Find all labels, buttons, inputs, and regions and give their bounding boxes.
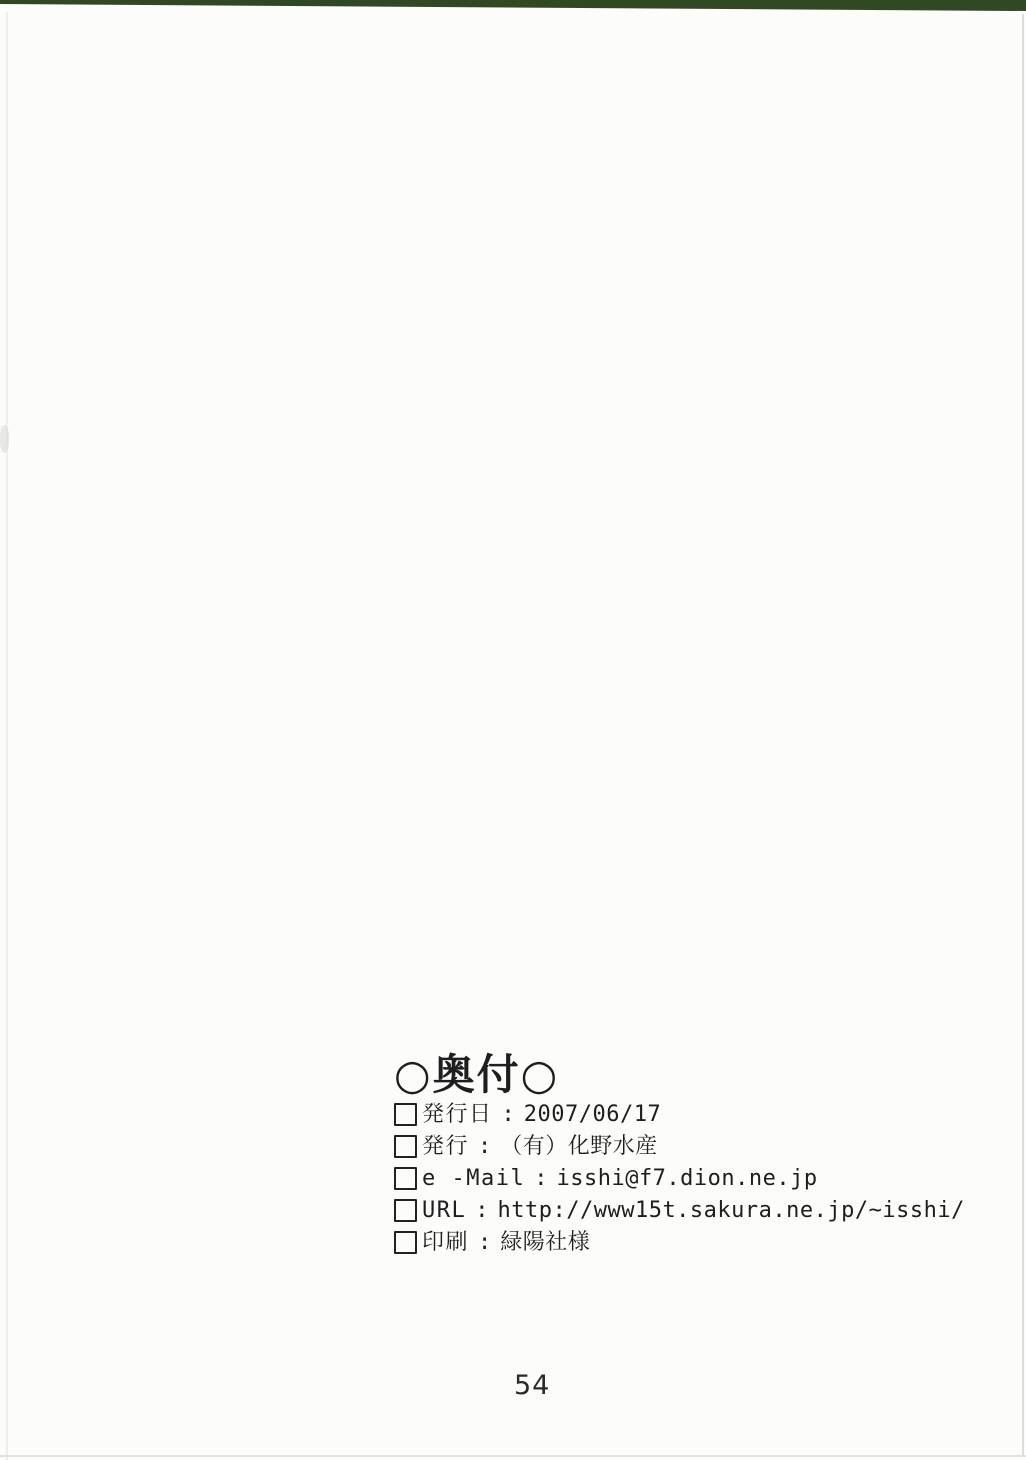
row-value: 2007/06/17 [523, 1102, 662, 1127]
row-value-email-address: isshi@f7.dion.ne.jp [556, 1166, 818, 1191]
checkbox-icon [394, 1135, 417, 1158]
row-label: 発行日 [422, 1102, 493, 1127]
scan-left-edge-smudge [0, 425, 9, 453]
row-label: 発行 [422, 1134, 470, 1159]
colophon-row-printer [394, 1231, 965, 1254]
row-separator: : [475, 1198, 489, 1223]
scan-top-edge-bar [0, 0, 1026, 12]
colophon-row-email [394, 1167, 965, 1190]
row-separator: : [501, 1102, 515, 1127]
row-separator: : [478, 1134, 492, 1159]
colophon-block [394, 1052, 965, 1263]
row-label: e -Mail [422, 1166, 526, 1191]
checkbox-icon [394, 1167, 417, 1190]
row-value-url: http://www15t.sakura.ne.jp/~isshi/ [497, 1198, 965, 1223]
checkbox-icon [394, 1103, 417, 1126]
colophon-row-url [394, 1199, 965, 1222]
row-value: 緑陽社様 [500, 1230, 591, 1255]
page-number: 54 [514, 1370, 551, 1401]
colophon-row-publish-date [394, 1103, 965, 1126]
row-label: URL [422, 1198, 467, 1223]
checkbox-icon [394, 1199, 417, 1222]
checkbox-icon [394, 1231, 417, 1254]
row-label: 印刷 [422, 1230, 470, 1255]
scan-right-edge-line [1022, 14, 1024, 1457]
scan-bottom-edge-line [0, 1455, 1026, 1457]
scan-left-edge-line [6, 12, 8, 1460]
row-separator: : [478, 1230, 492, 1255]
row-value: （有）化野水産 [500, 1134, 658, 1159]
row-separator: : [534, 1166, 548, 1191]
colophon-row-publisher [394, 1135, 965, 1158]
colophon-title: ○奥付○ [394, 1050, 560, 1099]
